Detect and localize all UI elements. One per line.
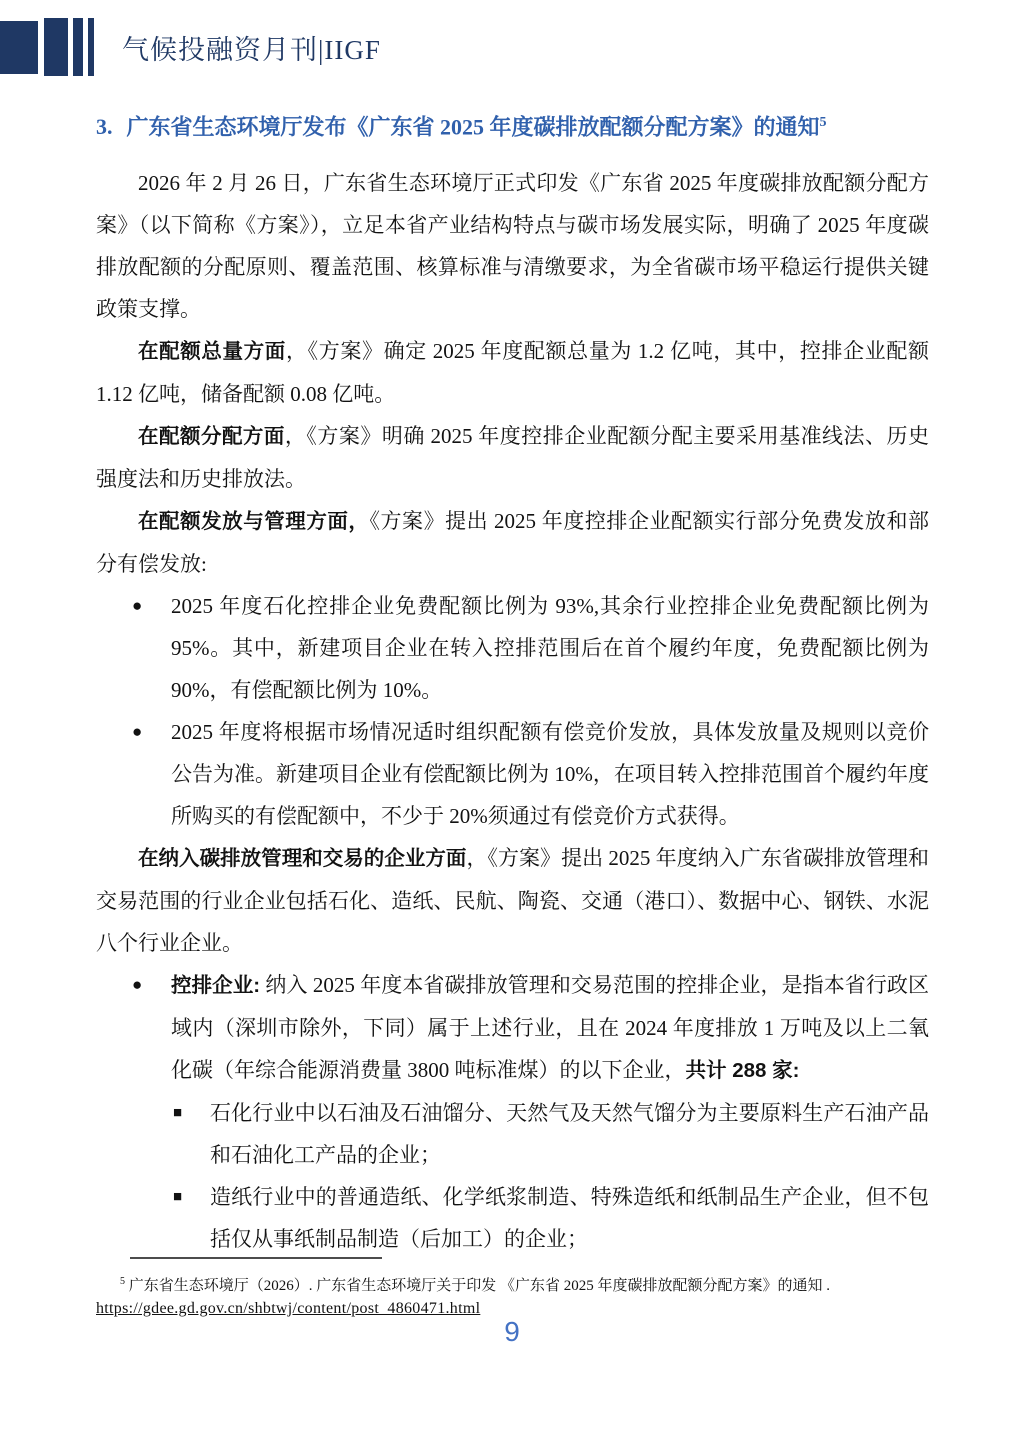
list-item-text: 2025 年度将根据市场情况适时组织配额有偿竞价发放，具体发放量及规则以竞价公告为准。新建项目企业有偿配额比例为 10%，在项目转入控排范围首个履约年度所购买的有偿配额中，不少于 20%须通过有偿竞价方式获得。	[171, 720, 929, 829]
paragraph-text: ，《方案》确定 2025 年度配额总量为 1.2 亿吨，其中，控排企业配额 1.12 亿吨，储备配额 0.08 亿吨。	[96, 339, 930, 407]
logo-bar-icon	[88, 18, 94, 76]
article-body	[96, 108, 929, 1260]
list-item-bold: 共计 288 家:	[685, 1059, 800, 1083]
paragraph-lead: 在纳入碳排放管理和交易的企业方面	[138, 847, 467, 871]
page-header	[0, 18, 381, 76]
heading-footnote-ref: 5	[819, 115, 827, 130]
logo-bar-icon	[73, 18, 83, 76]
square-bullet-icon: ■	[173, 1105, 183, 1122]
list-item-text: 2025 年度石化控排企业免费配额比例为 93%,其余行业控排企业免费配额比例为 95%。其中，新建项目企业在转入控排范围后在首个履约年度，免费配额比例为 90%，有偿配额比例为 10%。	[171, 594, 929, 703]
list-item-lead: 控排企业:	[171, 974, 261, 998]
bullet-icon: ●	[132, 596, 143, 616]
paragraph-text: 《方案》提出 2025 年度控排企业配额实行部分免费发放和部分有偿发放:	[96, 509, 930, 577]
sub-list-item	[96, 1176, 929, 1260]
square-bullet-icon: ■	[173, 1189, 183, 1206]
paragraph-text: ，《方案》明确 2025 年度控排企业配额分配主要采用基准线法、历史强度法和历史排放法。	[96, 424, 930, 492]
list-item-text: 纳入 2025 年度本省碳排放管理和交易范围的控排企业，是指本省行政区域内（深圳市除外，下同）属于上述行业，且在 2024 年度排放 1 万吨及以上二氧化碳（年综合能源消费量 3800 吨标准煤）的以下企业，	[171, 973, 930, 1083]
paragraph-text: ，《方案》提出 2025 年度纳入广东省碳排放管理和交易范围的行业企业包括石化、造纸、民航、陶瓷、交通（港口）、数据中心、钢铁、水泥八个行业企业。	[96, 846, 930, 956]
section-heading	[96, 108, 929, 142]
paragraph-lead: 在配额总量方面	[138, 340, 286, 364]
paragraph: 2026 年 2 月 26 日，广东省生态环境厅正式印发《广东省 2025 年度碳排放配额分配方案》（以下简称《方案》），立足本省产业结构特点与碳市场发展实际，明确了 2025 年度碳排放配额的分配原则、覆盖范围、核算标准与清缴要求，为全省碳市场平稳运行提供关键政策支撑。	[96, 171, 929, 322]
iigf-logo-icon	[0, 18, 94, 76]
logo-bar-icon	[44, 18, 68, 76]
sub-list-item-text: 石化行业中以石油及石油馏分、天然气及天然气馏分为主要原料生产石油产品和石油化工产品的企业；	[210, 1101, 929, 1168]
section-title: 广东省生态环境厅发布《广东省 2025 年度碳排放配额分配方案》的通知	[126, 114, 820, 140]
bullet-list	[96, 585, 929, 837]
paragraph	[96, 500, 929, 585]
footnote-text: 广东省生态环境厅（2026）. 广东省生态环境厅关于印发 《广东省 2025 年度碳排放配额分配方案》的通知 .	[125, 1278, 831, 1294]
bullet-icon: ●	[132, 722, 143, 742]
paragraph-lead: 在配额分配方面	[138, 425, 285, 449]
list-item	[96, 585, 929, 711]
paragraph	[96, 415, 929, 500]
bullet-icon: ●	[132, 975, 143, 995]
publication-title: 气候投融资月刊|IIGF	[122, 34, 381, 65]
list-item	[96, 964, 929, 1092]
paragraph	[96, 837, 929, 964]
paragraph-lead: 在配额发放与管理方面，	[138, 510, 370, 534]
footnote	[96, 1270, 932, 1298]
paragraph	[96, 330, 929, 415]
section-number: 3.	[96, 114, 113, 140]
footnote-url-link[interactable]: https://gdee.gd.gov.cn/shbtwj/content/post_4860471.html	[96, 1300, 481, 1317]
list-item	[96, 711, 929, 837]
sub-list-item-text: 造纸行业中的普通造纸、化学纸浆制造、特殊造纸和纸制品生产企业，但不包括仅从事纸制品制造（后加工）的企业；	[210, 1185, 929, 1252]
logo-block-icon	[0, 21, 38, 74]
page-number: 9	[504, 1316, 520, 1347]
sub-list-item	[96, 1092, 929, 1176]
footnote-ref: 5	[120, 1276, 125, 1287]
footnote-separator	[130, 1257, 382, 1259]
bullet-list	[96, 964, 929, 1260]
